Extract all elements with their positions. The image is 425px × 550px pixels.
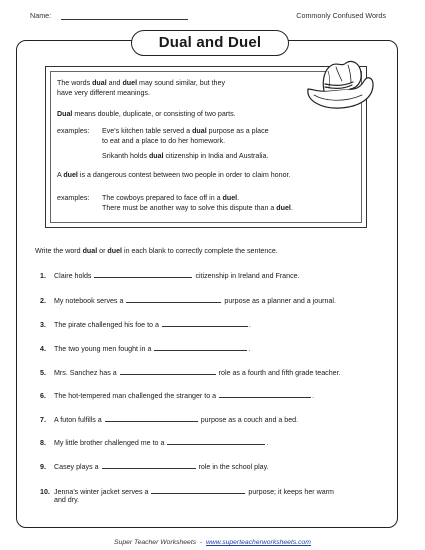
example-1-line-1: Eve's kitchen table served a dual purpose as a place [102, 127, 269, 135]
question-6: 6. The hot-tempered man challenged the stranger to a . [40, 392, 315, 400]
answer-blank-2[interactable] [126, 295, 221, 303]
name-line [61, 19, 188, 20]
answer-blank-1[interactable] [94, 270, 192, 278]
answer-blank-3[interactable] [162, 319, 248, 327]
footer-brand: Super Teacher Worksheets [114, 539, 197, 546]
examples-label-1: examples: [57, 127, 90, 135]
example-3: The cowboys prepared to face off in a duel. [102, 194, 240, 202]
question-4: 4. The two young men fought in a . [40, 345, 251, 353]
footer: Super Teacher Worksheets - www.superteacherworksheets.com [114, 539, 311, 546]
example-1-line-2: to eat and a place to do her homework. [102, 137, 226, 145]
question-5: 5. Mrs. Sanchez has a role as a fourth and fifth grade teacher. [40, 369, 341, 377]
page-title: Dual and Duel [131, 30, 289, 56]
question-8: 8. My little brother challenged me to a . [40, 439, 269, 447]
cowboy-hat-icon [304, 55, 376, 119]
footer-link[interactable]: www.superteacherworksheets.com [205, 539, 311, 546]
intro-line-2: have very different meanings. [57, 89, 150, 97]
worksheet-category: Commonly Confused Words [296, 11, 386, 20]
intro-line-1: The words dual and duel may sound similar, but they [57, 79, 225, 87]
question-10: 10. Jenna's winter jacket serves a purpose; it keeps her warm [40, 488, 334, 496]
example-4: There must be another way to solve this dispute than a duel. [102, 204, 293, 212]
name-label: Name: [30, 11, 52, 20]
answer-blank-8[interactable] [167, 437, 265, 445]
keyword-duel: duel [122, 79, 138, 87]
answer-blank-5[interactable] [120, 367, 216, 375]
answer-blank-9[interactable] [102, 461, 196, 469]
question-7: 7. A futon fulfills a purpose as a couch and a bed. [40, 416, 299, 424]
question-1: 1. Claire holds citizenship in Ireland and France. [40, 272, 300, 280]
answer-blank-4[interactable] [154, 343, 247, 351]
instructions: Write the word dual or duel in each blank to correctly complete the sentence. [35, 247, 278, 255]
question-9: 9. Casey plays a role in the school play. [40, 463, 269, 471]
examples-label-2: examples: [57, 194, 90, 202]
duel-definition: A duel is a dangerous contest between two people in order to claim honor. [57, 171, 291, 179]
keyword-dual: dual [92, 79, 107, 87]
question-10-continued: and dry. [54, 496, 80, 504]
dual-definition: Dual means double, duplicate, or consisting of two parts. [57, 110, 236, 118]
answer-blank-10[interactable] [151, 486, 245, 494]
question-3: 3. The pirate challenged his foe to a . [40, 321, 251, 329]
answer-blank-7[interactable] [105, 414, 198, 422]
answer-blank-6[interactable] [219, 390, 311, 398]
question-2: 2. My notebook serves a purpose as a planner and a journal. [40, 297, 336, 305]
example-2: Srikanth holds dual citizenship in India and Australia. [102, 152, 269, 160]
